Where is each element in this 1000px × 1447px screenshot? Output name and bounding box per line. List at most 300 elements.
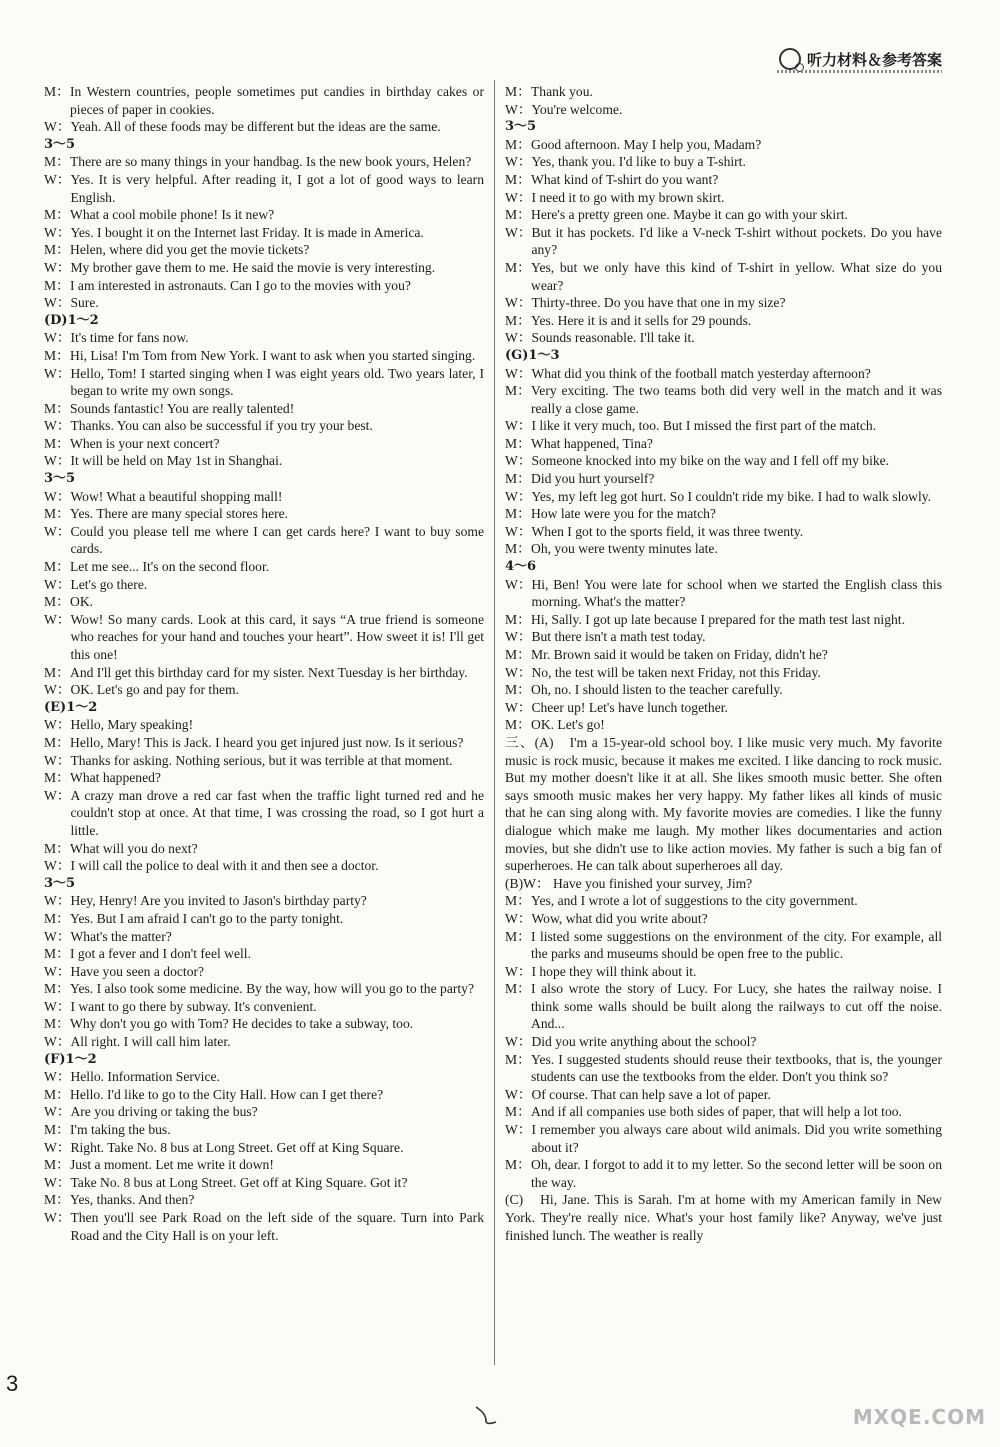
dialogue-text: OK. Let's go and pay for them. bbox=[70, 682, 239, 698]
dialogue-line bbox=[505, 910, 942, 928]
magnifier-logo-icon bbox=[779, 48, 801, 70]
speaker-label: W： bbox=[505, 1034, 532, 1050]
dialogue-text: I want to go there by subway. It's convenient. bbox=[70, 998, 317, 1014]
dialogue-line bbox=[505, 699, 942, 717]
dialogue-line bbox=[44, 1015, 484, 1033]
dialogue-line bbox=[505, 488, 942, 506]
speaker-label: M： bbox=[505, 981, 531, 997]
dialogue-line bbox=[505, 1103, 942, 1121]
dialogue-line bbox=[44, 945, 484, 963]
speaker-label: W： bbox=[44, 858, 71, 874]
speaker-label: M： bbox=[505, 506, 531, 522]
dialogue-text: Why don't you go with Tom? He decides to take a subway, too. bbox=[70, 1016, 414, 1032]
dialogue-line bbox=[44, 1121, 484, 1139]
section-heading: 4～6 bbox=[505, 559, 537, 575]
dialogue-line bbox=[505, 329, 942, 347]
speaker-label: W： bbox=[44, 717, 71, 733]
dialogue-text: In Western countries, people sometimes put candies in birthday cakes or pieces of paper in cookies. bbox=[70, 84, 484, 117]
passage-paragraph: 三、(A) I'm a 15-year-old school boy. I like music very much. My favorite music is rock music, because it makes me excited. I like dancing to rock music. But my mother doesn't like it at all. She likes smooth music better. She often says smooth music makes her very happy. My father likes all kinds of music that he can sing along with. My favorite movies are comedies. I like the funny dialogue which make me laugh. My mother likes documentaries and action movies, but she didn't use to like action movies. My father is such a big fan of superheroes. He can talk about superheroes all day. bbox=[505, 734, 942, 874]
speaker-label: W： bbox=[44, 295, 71, 311]
dialogue-line bbox=[44, 681, 484, 699]
speaker-label: W： bbox=[44, 1034, 71, 1050]
dialogue-line bbox=[505, 189, 942, 207]
dialogue-line bbox=[44, 523, 484, 558]
speaker-label: M： bbox=[44, 840, 70, 856]
speaker-label: M： bbox=[505, 928, 531, 944]
dialogue-text: Hey, Henry! Are you invited to Jason's birthday party? bbox=[70, 893, 367, 909]
dialogue-line bbox=[44, 910, 484, 928]
dialogue-text: Yes. I also took some medicine. By the way, how will you go to the party? bbox=[70, 981, 474, 997]
dialogue-line bbox=[505, 875, 942, 893]
dialogue-text: Did you hurt yourself? bbox=[531, 471, 655, 487]
speaker-label: M： bbox=[44, 910, 70, 926]
speaker-label: W： bbox=[44, 523, 71, 539]
speaker-label: W： bbox=[44, 1174, 71, 1190]
dialogue-text: Here's a pretty green one. Maybe it can go with your skirt. bbox=[531, 207, 848, 223]
dialogue-line bbox=[505, 664, 942, 682]
dialogue-line bbox=[44, 928, 484, 946]
dialogue-line bbox=[505, 523, 942, 541]
speaker-label: W： bbox=[44, 224, 71, 240]
speaker-label: W： bbox=[44, 998, 71, 1014]
dialogue-text: I will call the police to deal with it and then see a doctor. bbox=[70, 858, 379, 874]
dialogue-line bbox=[44, 347, 484, 365]
dialogue-line bbox=[44, 1103, 484, 1121]
dialogue-line bbox=[44, 241, 484, 259]
dialogue-line bbox=[44, 488, 484, 506]
dialogue-line bbox=[44, 153, 484, 171]
dialogue-line bbox=[44, 1139, 484, 1157]
dialogue-text: But it has pockets. I'd like a V-neck T-shirt without pockets. Do you have any? bbox=[531, 224, 942, 258]
speaker-label: M： bbox=[44, 400, 70, 416]
speaker-label: W： bbox=[44, 171, 71, 187]
dialogue-text: No, the test will be taken next Friday, not this Friday. bbox=[531, 664, 821, 680]
dialogue-line bbox=[44, 83, 484, 118]
dialogue-text: Have you seen a doctor? bbox=[70, 963, 205, 979]
speaker-label: W： bbox=[44, 1069, 71, 1085]
speaker-label: W： bbox=[44, 1210, 71, 1225]
dialogue-text: OK. bbox=[70, 594, 94, 610]
dialogue-line bbox=[44, 576, 484, 594]
dialogue-text: Have you finished your survey, Jim? bbox=[553, 875, 753, 891]
section-heading: 3～5 bbox=[44, 875, 76, 891]
speaker-label: W： bbox=[44, 1139, 71, 1155]
speaker-label: W： bbox=[44, 752, 71, 768]
dialogue-line bbox=[44, 171, 484, 206]
dialogue-text: OK. Let's go! bbox=[531, 717, 605, 733]
speaker-label: M： bbox=[505, 1104, 531, 1120]
dialogue-text: You're welcome. bbox=[531, 101, 623, 117]
dialogue-line bbox=[505, 452, 942, 470]
speaker-label: M： bbox=[44, 277, 70, 293]
dialogue-line bbox=[505, 365, 942, 383]
speaker-label: M： bbox=[505, 136, 531, 152]
dialogue-text: I listed some suggestions on the environment of the city. For example, all the parks and museums should be open free to the public. bbox=[531, 928, 942, 962]
dialogue-text: Someone knocked into my bike on the way and I fell off my bike. bbox=[531, 453, 890, 469]
dialogue-text: Are you driving or taking the bus? bbox=[70, 1104, 258, 1120]
dialogue-text: I hope they will think about it. bbox=[531, 963, 697, 979]
dialogue-text: When I got to the sports field, it was three twenty. bbox=[531, 523, 804, 539]
speaker-label: W： bbox=[44, 488, 71, 504]
dialogue-line bbox=[44, 206, 484, 224]
speaker-label: M： bbox=[505, 207, 531, 223]
dialogue-line bbox=[505, 716, 942, 734]
dialogue-text: Mr. Brown said it would be taken on Friday, didn't he? bbox=[531, 647, 828, 662]
dialogue-line bbox=[505, 171, 942, 189]
dialogue-line bbox=[44, 1086, 484, 1104]
dialogue-text: Good afternoon. May I help you, Madam? bbox=[531, 136, 762, 152]
dialogue-text: Yes, my left leg got hurt. So I couldn't ride my bike. I had to walk slowly. bbox=[531, 488, 932, 504]
dialogue-text: Hello, Tom! I started singing when I was eight years old. Two years later, I began to write my own songs. bbox=[70, 365, 484, 399]
speaker-label: W： bbox=[505, 664, 532, 680]
speaker-label: M： bbox=[505, 312, 531, 328]
dialogue-text: Sounds reasonable. I'll take it. bbox=[531, 330, 695, 346]
speaker-label: M： bbox=[505, 1051, 531, 1067]
speaker-label: M： bbox=[44, 594, 70, 610]
dialogue-text: Yes. Here it is and it sells for 29 pounds. bbox=[531, 312, 752, 328]
speaker-label: W： bbox=[505, 189, 532, 205]
dialogue-line bbox=[505, 646, 942, 664]
speaker-label: W： bbox=[44, 893, 71, 909]
speaker-label: M： bbox=[505, 611, 531, 627]
dialogue-line bbox=[44, 400, 484, 418]
speaker-label: M： bbox=[44, 1157, 70, 1173]
dialogue-text: Thanks. You can also be successful if you try your best. bbox=[70, 418, 373, 434]
dialogue-line bbox=[44, 277, 484, 295]
dialogue-line bbox=[44, 998, 484, 1016]
speaker-label: M： bbox=[44, 435, 70, 451]
dialogue-text: Cheer up! Let's have lunch together. bbox=[531, 699, 728, 715]
dialogue-line bbox=[44, 716, 484, 734]
dialogue-text: It will be held on May 1st in Shanghai. bbox=[70, 453, 283, 469]
speaker-label: W： bbox=[505, 154, 532, 170]
speaker-label: W： bbox=[44, 119, 71, 135]
speaker-label: W： bbox=[505, 576, 532, 592]
dialogue-line bbox=[505, 1156, 942, 1191]
dialogue-text: Hello. I'd like to go to the City Hall. How can I get there? bbox=[70, 1086, 384, 1102]
section-heading: 3～5 bbox=[505, 119, 537, 135]
section-heading: (D)1～2 bbox=[44, 312, 99, 328]
dialogue-text: I remember you always care about wild animals. Did you write something about it? bbox=[531, 1122, 942, 1155]
speaker-label: M： bbox=[44, 1086, 70, 1102]
speaker-label: (B)W： bbox=[505, 875, 550, 891]
dialogue-text: Let's go there. bbox=[70, 576, 148, 592]
speaker-label: M： bbox=[44, 946, 70, 962]
dialogue-line bbox=[505, 892, 942, 910]
speaker-label: M： bbox=[505, 717, 531, 733]
watermark: MXQE.COM bbox=[852, 1405, 986, 1429]
dialogue-text: Oh, dear. I forgot to add it to my letter. So the second letter will be soon on the way. bbox=[531, 1157, 942, 1190]
dialogue-line bbox=[505, 1086, 942, 1104]
dialogue-text: And I'll get this birthday card for my sister. Next Tuesday is her birthday. bbox=[70, 664, 468, 680]
dialogue-text: A crazy man drove a red car fast when the traffic light turned red and he couldn't stop at once. At that time, I was crossing the road, so I got hurt a little. bbox=[70, 787, 484, 838]
dialogue-text: Hi, Ben! You were late for school when we started the English class this morning. What's the matter? bbox=[531, 576, 942, 610]
dialogue-line bbox=[505, 312, 942, 330]
dialogue-text: I also wrote the story of Lucy. For Lucy, she hates the railway noise. I think some walls should be built along the railways to cut off the noise. And... bbox=[531, 981, 942, 1032]
dialogue-text: Yeah. All of these foods may be different but the ideas are the same. bbox=[70, 119, 441, 135]
speaker-label: W： bbox=[44, 365, 71, 381]
dialogue-line bbox=[44, 752, 484, 770]
dialogue-line bbox=[44, 329, 484, 347]
dialogue-text: Wow, what did you write about? bbox=[531, 910, 708, 926]
dialogue-text: Let me see... It's on the second floor. bbox=[70, 559, 270, 575]
bottom-mark bbox=[472, 1405, 500, 1425]
dialogue-text: Yes, thank you. I'd like to buy a T-shirt. bbox=[531, 154, 746, 170]
dialogue-text: Thanks for asking. Nothing serious, but it was terrible at that moment. bbox=[70, 752, 453, 768]
dialogue-text: Yes. I suggested students should reuse their textbooks, that is, the younger students can use the textbooks from the elder. Don't you think so? bbox=[531, 1051, 942, 1085]
dialogue-text: Then you'll see Park Road on the left side of the square. Turn into Park Road and the City Hall is on your left. bbox=[70, 1210, 484, 1243]
dialogue-text: Yes. There are many special stores here. bbox=[70, 506, 289, 522]
dialogue-line bbox=[44, 294, 484, 312]
dialogue-line bbox=[44, 1156, 484, 1174]
dialogue-line bbox=[44, 593, 484, 611]
speaker-label: M： bbox=[505, 471, 531, 487]
speaker-label: W： bbox=[505, 365, 532, 381]
dialogue-line bbox=[505, 101, 942, 119]
dialogue-line bbox=[44, 1033, 484, 1051]
dialogue-line bbox=[44, 1191, 484, 1209]
speaker-label: M： bbox=[44, 734, 70, 750]
dialogue-text: Hello, Mary speaking! bbox=[70, 717, 194, 733]
dialogue-line bbox=[505, 1051, 942, 1086]
dialogue-text: Wow! What a beautiful shopping mall! bbox=[70, 488, 283, 504]
dialogue-line bbox=[505, 505, 942, 523]
dialogue-line bbox=[505, 153, 942, 171]
dialogue-text: Just a moment. Let me write it down! bbox=[70, 1157, 274, 1173]
dialogue-line bbox=[44, 417, 484, 435]
speaker-label: W： bbox=[44, 787, 71, 803]
speaker-label: M： bbox=[505, 893, 531, 909]
speaker-label: W： bbox=[505, 224, 532, 240]
header-rule bbox=[777, 70, 942, 73]
speaker-label: M： bbox=[505, 682, 531, 698]
dialogue-line bbox=[505, 576, 942, 611]
speaker-label: M： bbox=[505, 259, 531, 275]
speaker-label: M： bbox=[505, 1157, 531, 1173]
speaker-label: W： bbox=[505, 453, 532, 469]
speaker-label: W： bbox=[505, 330, 532, 346]
dialogue-text: Wow! So many cards. Look at this card, it says “A true friend is someone who reaches for your hand and touches your heart”. How sweet it is! I'll get this one! bbox=[70, 611, 484, 662]
dialogue-text: Hello. Information Service. bbox=[70, 1069, 220, 1085]
dialogue-text: Right. Take No. 8 bus at Long Street. Get off at King Square. bbox=[70, 1139, 404, 1155]
dialogue-line bbox=[44, 1068, 484, 1086]
column-divider bbox=[494, 80, 495, 1365]
dialogue-line bbox=[505, 540, 942, 558]
dialogue-line bbox=[44, 224, 484, 242]
speaker-label: M： bbox=[44, 84, 70, 99]
dialogue-text: Of course. That can help save a lot of paper. bbox=[531, 1086, 771, 1102]
dialogue-text: I'm taking the bus. bbox=[70, 1122, 171, 1138]
speaker-label: M： bbox=[44, 1016, 70, 1032]
dialogue-text: Hi, Sally. I got up late because I prepared for the math test last night. bbox=[531, 611, 905, 627]
speaker-label: W： bbox=[505, 1086, 532, 1102]
speaker-label: M： bbox=[505, 171, 531, 187]
speaker-label: W： bbox=[505, 418, 532, 434]
dialogue-text: I got a fever and I don't feel well. bbox=[70, 946, 251, 962]
dialogue-text: Take No. 8 bus at Long Street. Get off at King Square. Got it? bbox=[70, 1174, 408, 1190]
speaker-label: W： bbox=[44, 1104, 71, 1120]
speaker-label: M： bbox=[44, 154, 70, 170]
dialogue-line bbox=[505, 470, 942, 488]
dialogue-line bbox=[44, 857, 484, 875]
dialogue-line bbox=[44, 365, 484, 400]
speaker-label: M： bbox=[44, 559, 70, 575]
dialogue-text: And if all companies use both sides of paper, that will help a lot too. bbox=[531, 1104, 902, 1120]
speaker-label: M： bbox=[505, 383, 531, 399]
speaker-label: M： bbox=[44, 664, 70, 680]
dialogue-line bbox=[44, 611, 484, 664]
dialogue-line bbox=[44, 259, 484, 277]
dialogue-line bbox=[505, 963, 942, 981]
dialogue-line bbox=[44, 734, 484, 752]
dialogue-line bbox=[44, 840, 484, 858]
speaker-label: W： bbox=[44, 259, 71, 275]
dialogue-text: All right. I will call him later. bbox=[70, 1034, 231, 1050]
speaker-label: W： bbox=[505, 910, 532, 926]
dialogue-line bbox=[44, 769, 484, 787]
dialogue-text: It's time for fans now. bbox=[70, 330, 189, 346]
dialogue-text: Helen, where did you get the movie tickets? bbox=[70, 242, 310, 258]
dialogue-text: How late were you for the match? bbox=[531, 506, 716, 522]
speaker-label: W： bbox=[44, 576, 71, 592]
dialogue-text: Oh, you were twenty minutes late. bbox=[531, 541, 718, 557]
speaker-label: M： bbox=[44, 1122, 70, 1138]
dialogue-text: Yes, but we only have this kind of T-shirt in yellow. What size do you wear? bbox=[531, 259, 942, 293]
speaker-label: M： bbox=[44, 1192, 70, 1208]
speaker-label: M： bbox=[44, 207, 70, 223]
dialogue-line bbox=[44, 1174, 484, 1192]
dialogue-line bbox=[505, 259, 942, 294]
dialogue-text: Sounds fantastic! You are really talented! bbox=[70, 400, 295, 416]
page-header bbox=[779, 48, 942, 70]
dialogue-line bbox=[505, 206, 942, 224]
dialogue-text: What happened? bbox=[70, 770, 161, 786]
dialogue-line bbox=[505, 628, 942, 646]
section-heading: (E)1～2 bbox=[44, 699, 98, 715]
dialogue-text: Yes, thanks. And then? bbox=[70, 1192, 195, 1208]
dialogue-text: My brother gave them to me. He said the movie is very interesting. bbox=[70, 259, 436, 275]
dialogue-text: Yes. But I am afraid I can't go to the party tonight. bbox=[70, 910, 344, 926]
speaker-label: W： bbox=[44, 330, 71, 346]
dialogue-text: What happened, Tina? bbox=[531, 435, 653, 451]
dialogue-text: What kind of T-shirt do you want? bbox=[531, 171, 719, 187]
speaker-label: W： bbox=[44, 928, 71, 944]
dialogue-text: Yes, and I wrote a lot of suggestions to the city government. bbox=[531, 893, 858, 909]
speaker-label: W： bbox=[44, 418, 71, 434]
speaker-label: W： bbox=[505, 101, 532, 117]
section-heading: 3～5 bbox=[44, 471, 76, 487]
dialogue-text: What a cool mobile phone! Is it new? bbox=[70, 207, 275, 223]
dialogue-line bbox=[505, 435, 942, 453]
speaker-label: W： bbox=[44, 611, 71, 627]
speaker-label: W： bbox=[505, 523, 532, 539]
speaker-label: W： bbox=[505, 629, 532, 645]
dialogue-text: Thank you. bbox=[531, 84, 593, 99]
dialogue-line bbox=[44, 980, 484, 998]
speaker-label: W： bbox=[44, 453, 71, 469]
passage-paragraph: (C) Hi, Jane. This is Sarah. I'm at home with my American family in New York. They're really nice. What's your host family like? Anyway, we've just finished lunch. The weather is really bbox=[505, 1192, 942, 1243]
dialogue-line bbox=[44, 435, 484, 453]
speaker-label: W： bbox=[505, 488, 532, 504]
dialogue-text: There are so many things in your handbag. Is the new book yours, Helen? bbox=[70, 154, 472, 170]
page-number: 3 bbox=[6, 1371, 19, 1396]
dialogue-line bbox=[44, 963, 484, 981]
dialogue-text: Yes. It is very helpful. After reading it, I got a lot of good ways to learn English. bbox=[70, 171, 484, 205]
dialogue-line bbox=[44, 892, 484, 910]
speaker-label: W： bbox=[44, 963, 71, 979]
dialogue-text: Did you write anything about the school? bbox=[531, 1034, 757, 1050]
speaker-label: M： bbox=[505, 647, 531, 662]
speaker-label: M： bbox=[44, 347, 70, 363]
dialogue-text: What did you think of the football match yesterday afternoon? bbox=[531, 365, 871, 381]
header-title: 听力材料＆参考答案 bbox=[806, 50, 942, 69]
dialogue-text: Hi, Lisa! I'm Tom from New York. I want to ask when you started singing. bbox=[70, 347, 476, 363]
dialogue-line bbox=[505, 1121, 942, 1156]
speaker-label: W： bbox=[505, 699, 532, 715]
dialogue-line bbox=[44, 558, 484, 576]
dialogue-text: What's the matter? bbox=[70, 928, 172, 944]
section-heading: (G)1～3 bbox=[505, 347, 560, 363]
dialogue-text: Yes. I bought it on the Internet last Friday. It is made in America. bbox=[70, 224, 424, 240]
dialogue-text: I like it very much, too. But I missed the first part of the match. bbox=[531, 418, 877, 434]
dialogue-line bbox=[505, 611, 942, 629]
speaker-label: M： bbox=[44, 506, 70, 522]
dialogue-line bbox=[44, 118, 484, 136]
dialogue-text: What will you do next? bbox=[70, 840, 198, 856]
dialogue-line bbox=[505, 1033, 942, 1051]
dialogue-line bbox=[44, 505, 484, 523]
speaker-label: M： bbox=[44, 981, 70, 997]
dialogue-line bbox=[505, 980, 942, 1033]
speaker-label: M： bbox=[44, 770, 70, 786]
section-heading: (F)1～2 bbox=[44, 1051, 97, 1067]
dialogue-line bbox=[505, 294, 942, 312]
dialogue-text: Oh, no. I should listen to the teacher carefully. bbox=[531, 682, 783, 698]
dialogue-text: But there isn't a math test today. bbox=[531, 629, 706, 645]
dialogue-line bbox=[505, 382, 942, 417]
left-column bbox=[44, 83, 484, 1244]
speaker-label: W： bbox=[505, 963, 532, 979]
speaker-label: M： bbox=[44, 242, 70, 258]
right-column bbox=[505, 83, 942, 1244]
dialogue-line bbox=[505, 928, 942, 963]
dialogue-line bbox=[505, 136, 942, 154]
dialogue-line bbox=[505, 681, 942, 699]
speaker-label: M： bbox=[505, 84, 531, 99]
dialogue-line bbox=[44, 664, 484, 682]
dialogue-text: When is your next concert? bbox=[70, 435, 220, 451]
speaker-label: W： bbox=[505, 295, 532, 311]
dialogue-text: I am interested in astronauts. Can I go to the movies with you? bbox=[70, 277, 411, 293]
dialogue-text: Thirty-three. Do you have that one in my size? bbox=[531, 295, 786, 311]
dialogue-text: Sure. bbox=[70, 295, 99, 311]
speaker-label: M： bbox=[505, 541, 531, 557]
speaker-label: W： bbox=[505, 1122, 532, 1138]
dialogue-line bbox=[44, 452, 484, 470]
dialogue-text: Hello, Mary! This is Jack. I heard you get injured just now. Is it serious? bbox=[70, 734, 464, 750]
dialogue-text: I need it to go with my brown skirt. bbox=[531, 189, 725, 205]
dialogue-line bbox=[44, 1209, 484, 1244]
section-heading: 3～5 bbox=[44, 136, 76, 152]
dialogue-line bbox=[505, 417, 942, 435]
dialogue-text: Could you please tell me where I can get cards here? I want to buy some cards. bbox=[70, 523, 484, 557]
dialogue-text: Very exciting. The two teams both did very well in the match and it was really a close game. bbox=[531, 383, 942, 416]
dialogue-line bbox=[505, 83, 942, 101]
dialogue-line bbox=[44, 787, 484, 840]
speaker-label: M： bbox=[505, 435, 531, 451]
dialogue-line bbox=[505, 224, 942, 259]
speaker-label: W： bbox=[44, 682, 71, 698]
